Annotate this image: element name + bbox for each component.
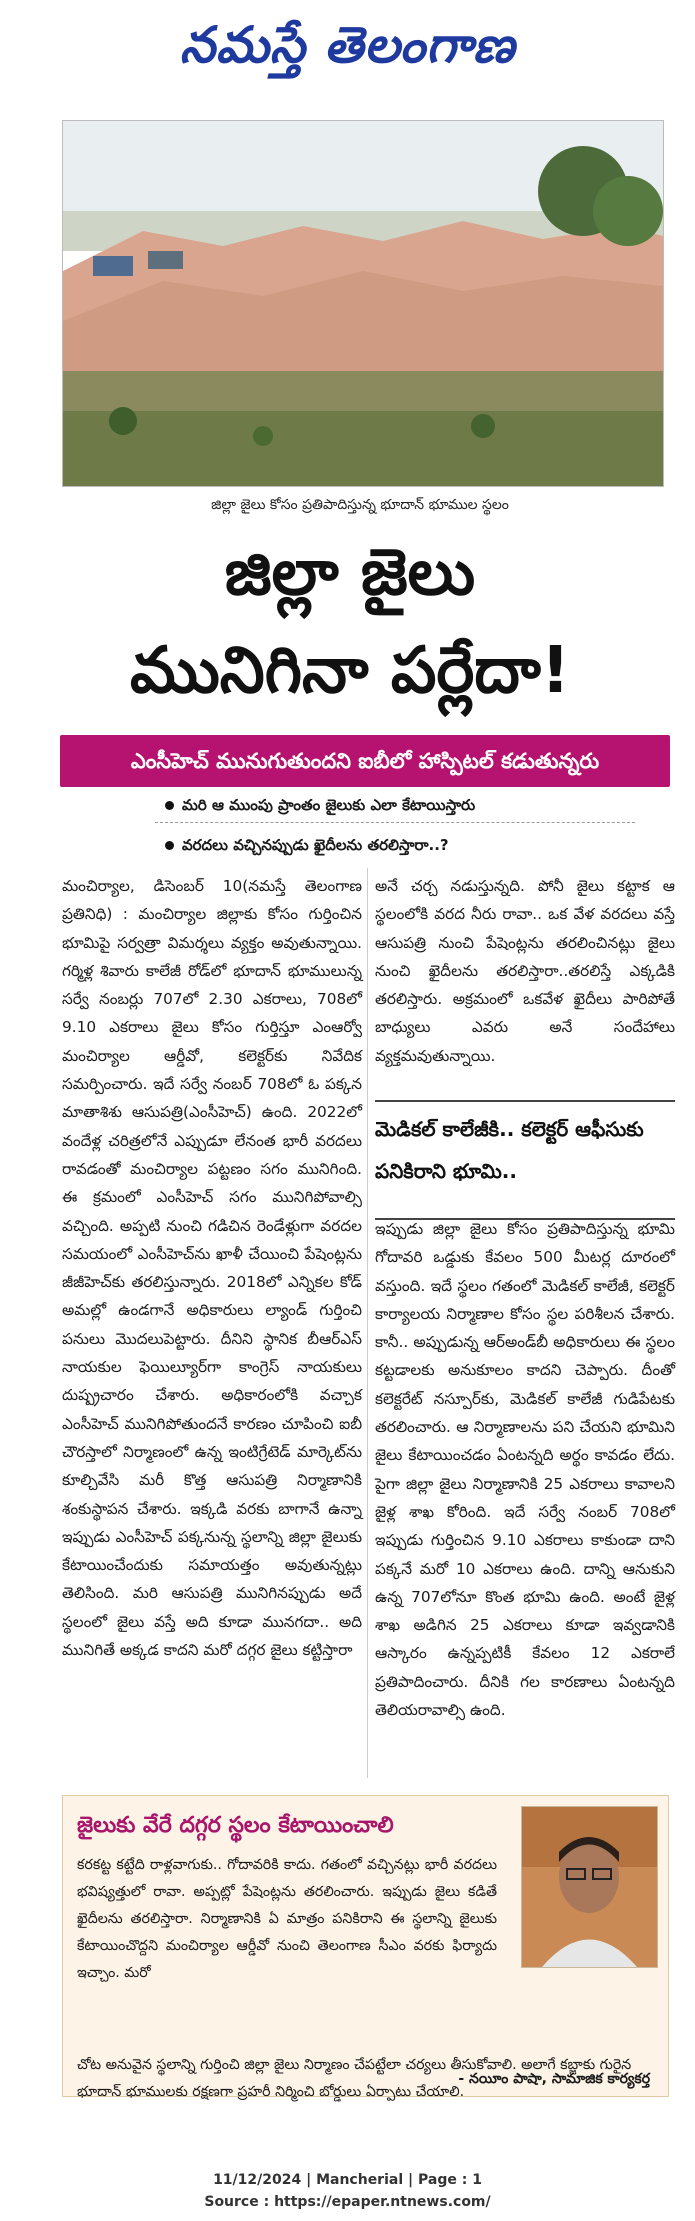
person-photo	[521, 1806, 658, 1968]
footer-date-edition: 11/12/2024 | Mancherial | Page : 1	[213, 2172, 482, 2188]
news-photo	[62, 120, 664, 487]
subheadline-banner: ఎంసీహెచ్ మునుగుతుందని ఐబీలో హాస్పిటల్ కడుతున్నరు	[60, 735, 670, 787]
masthead-title: నమస్తే తెలంగాణ	[179, 16, 516, 74]
bullet-dot-icon	[165, 801, 174, 810]
quote-attribution: - నయీం పాషా, సామాజిక కార్యకర్త	[458, 2071, 650, 2087]
photo-caption: జిల్లా జైలు కోసం ప్రతిపాదిస్తున్న భూదాన్ భూముల స్థలం	[211, 497, 509, 513]
article-column-1: మంచిర్యాల, డిసెంబర్ 10(నమస్తే తెలంగాణ ప్రతినిధి) : మంచిర్యాల జిల్లాకు కోసం గుర్తించిన భూమిపై సర్వత్రా విమర్శలు వ్యక్తం అవుతున్నాయి. గర్మిళ్ల శివారు కాలేజీ రోడ్‌లో భూదాన్ భూములున్న సర్వే నంబర్లు 707లో 2.30 ఎకరాలు, 708లో 9.10 ఎకరాలు జైలు కోసం గుర్తిస్తూ ఎంఆర్వో మంచిర్యాల ఆర్డీవో, కలెక్టర్‌కు నివేదిక సమర్పించారు. ఇదే సర్వే నంబర్ 708లో ఓ పక్కన మాతాశిశు ఆసుపత్రి(ఎంసీహెచ్) ఉంది. 2022లో వందేళ్ల చరిత్రలోనే ఎప్పుడూ లేనంత భారీ వరదలు రావడంతో మంచిర్యాల పట్టణం సగం మునిగింది. ఈ క్రమంలో ఎంసీహెచ్ సగం మునిగిపోవాల్సి వచ్చింది. అప్పటి నుంచి గడిచిన రెండేళ్లుగా వరదల సమయంలో ఎంసీహెచ్‌ను ఖాళీ చేయించి పేషెంట్లను జీజీహెచ్‌కు తరలిస్తున్నారు. 2018లో ఎన్నికల కోడ్ అమల్లో ఉండగానే అధికారులు ల్యాండ్ గుర్తించి పనులు మొదలుపెట్టారు. దీనిని స్థానిక బీఆర్ఎస్ నాయకుల ఫెయిల్యూర్‌గా కాంగ్రెస్ నాయకులు దుష్ప్రచారం చేశారు. అధికారంలోకి వచ్చాక ఎంసీహెచ్ మునిగిపోతుందనే కారణం చూపించి ఐబీ చౌరస్తాలో నిర్మాణంలో ఉన్న ఇంటిగ్రేటెడ్ మార్కెట్‌ను కూల్చివేసి మరీ కొత్త ఆసుపత్రి నిర్మాణానికి శంకుస్థాపన చేశారు. ఇక్కడి వరకు బాగానే ఉన్నా ఇప్పుడు ఎంసీహెచ్ పక్కనున్న స్థలాన్ని జిల్లా జైలుకు కేటాయించేందుకు సమాయత్తం అవుతున్నట్లు తెలిసింది. మరి ఆసుపత్రి మునిగినప్పుడు అదే స్థలంలో జైలు వస్తే అది కూడా మునగదా.. అది మునిగితే అక్కడ కాదని మరో దగ్గర జైలు కట్టిస్తారా	[62, 877, 362, 1660]
headline	[40, 525, 660, 730]
bullet-text: మరి ఆ ముంపు ప్రాంతం జైలుకు ఎలా కేటాయిస్తారు	[182, 796, 476, 814]
article-column-3: ఇప్పుడు జిల్లా జైలు కోసం ప్రతిపాదిస్తున్న భూమి గోదావరి ఒడ్డుకు కేవలం 500 మీటర్ల దూరంలో వస్తుంది. ఇదే స్థలం గతంలో మెడికల్ కాలేజీ, కలెక్టర్ కార్యాలయ నిర్మాణాల కోసం స్థల పరిశీలన చేశారు. కానీ.. అప్పుడున్న ఆర్అండ్‌బీ అధికారులు ఈ స్థలం కట్టడాలకు అనుకూలం కాదని చెప్పారు. దీంతో కలెక్టరేట్ నస్పూర్‌కు, మెడికల్ కాలేజీ గుడిపేటకు తరలించారు. ఆ నిర్మాణాలను పని చేయని భూమిని జైలు కేటాయించడం ఏంటన్నది అర్థం కావడం లేదు. పైగా జిల్లా జైలు నిర్మాణానికి 25 ఎకరాలు కావాలని జైళ్ల శాఖ కోరింది. ఇదే సర్వే నంబర్ 708లో ఇప్పుడు గుర్తించిన 9.10 ఎకరాలు కాకుండా దాని పక్కనే మరో 10 ఎకరాలు ఉంది. దాన్ని ఆనుకుని ఉన్న 707లోనూ కొంత భూమి ఉంది. అంటే జైళ్ల శాఖ అడిగిన 25 ఎకరాలు కూడా ఇవ్వడానికి ఆస్కారం ఉన్నప్పటికీ కేవలం 12 ఎకరాలే ప్రతిపాదించారు. దీనికి గల కారణాలు ఏంటన్నది తెలియరావాల్సి ఉంది.	[375, 1220, 675, 1720]
quote-box	[62, 1795, 669, 2100]
section-subheading: మెడికల్ కాలేజీకి.. కలెక్టర్ ఆఫీసుకు పనికిరాని భూమి..	[375, 1100, 675, 1220]
bullet-dot-icon	[165, 841, 174, 850]
bullet-point	[165, 790, 625, 820]
bullet-point	[165, 830, 625, 860]
bullet-divider	[155, 822, 635, 823]
quote-box-text-continued: చోట అనువైన స్థలాన్ని గుర్తించి జిల్లా జైలు నిర్మాణం చేపట్టేలా చర్యలు తీసుకోవాలి. అలాగే కబ్జాకు గురైన భూదాన్ భూములకు రక్షణగా ప్రహరీ నిర్మించి బోర్డులు ఏర్పాటు చేయాలి.	[77, 2057, 632, 2100]
footer-source: Source : https://epaper.ntnews.com/	[204, 2194, 491, 2210]
headline-line-1: జిల్లా జైలు	[224, 536, 476, 610]
portrait-illustration	[522, 1807, 657, 1967]
quote-box-text: కరకట్ట కట్టేది రాళ్లవాగుకు.. గోదావరికి కాదు. గతంలో వచ్చినట్లు భారీ వరదలు భవిష్యత్తులో రావా. అప్పట్లో పేషెంట్లను తరలించారు. ఇప్పుడు జైలు కడితే ఖైదీలను తరలిస్తారా. నిర్మాణానికి ఏ మాత్రం పనికిరాని ఈ స్థలాన్ని జైలుకు కేటాయించొద్దని మంచిర్యాల ఆర్డీవో నుంచి తెలంగాణ సీఎం వరకు ఫిర్యాదు ఇచ్చాం. మరో	[77, 1857, 497, 1981]
bullet-text: వరదలు వచ్చినప్పుడు ఖైదీలను తరలిస్తారా..?	[182, 836, 449, 854]
headline-line-2: మునిగినా పర్లేదా!	[129, 634, 571, 708]
quote-box-title: జైలుకు వేరే దగ్గర స్థలం కేటాయించాలి	[77, 1813, 394, 1838]
article-column-2: అనే చర్చ నడుస్తున్నది. పోనీ జైలు కట్టాక ఆ స్థలంలోకి వరద నీరు రావా.. ఒక వేళ వరదలు వస్తే ఆసుపత్రి నుంచి పేషెంట్లను తరలించినట్లు జైలు నుంచి ఖైదీలను తరలిస్తారా..తరలిస్తే ఎక్కడికి తరలిస్తారు. అక్రమంలో ఒకవేళ ఖైదీలు పారిపోతే బాధ్యులు ఎవరు అనే సందేహాలు వ్యక్తమవుతున్నాయి.	[375, 877, 675, 1065]
land-photo-illustration	[63, 121, 663, 486]
column-divider	[367, 868, 368, 1778]
